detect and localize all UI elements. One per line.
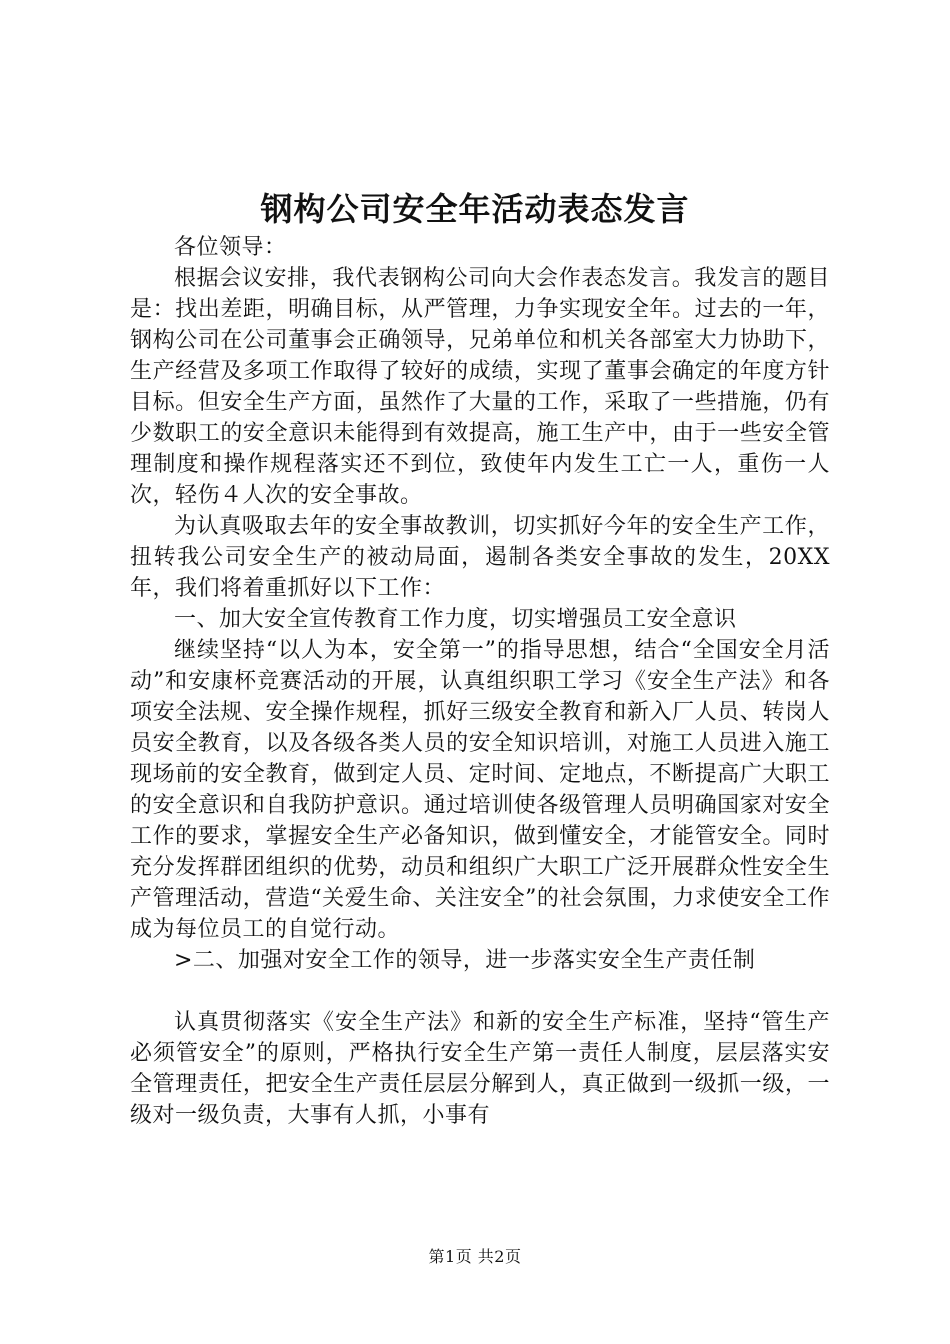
paragraph-section-1: 继续坚持“以人为本，安全第一”的指导思想，结合“全国安全月活动”和安康杯竞赛活动的开展，认真组织职工学习《安全生产法》和各项安全法规、安全操作规程，抓好三级安全教育和新入厂人员、转岗人员安全教育，以及各级各类人员的安全知识培训，对施工人员进入施工现场前的安全教育，做到定人员、定时间、定地点，不断提高广大职工的安全意识和自我防护意识。通过培训使各级管理人员明确国家对安全工作的要求，掌握安全生产必备知识，做到懂安全，才能管安全。同时充分发挥群团组织的优势，动员和组织广大职工广泛开展群众性安全生产管理活动，营造“关爱生命、关注安全”的社会氛围，力求使安全工作成为每位员工的自觉行动。 bbox=[130, 638, 830, 942]
salutation: 各位领导： bbox=[174, 235, 287, 260]
document-title: 钢构公司安全年活动表态发言 bbox=[260, 190, 690, 228]
paragraph-plan: 为认真吸取去年的安全事故教训，切实抓好今年的安全生产工作，扭转我公司安全生产的被动局面，遏制各类安全事故的发生，20XX年，我们将着重抓好以下工作： bbox=[130, 514, 830, 601]
page-number-footer: 第1页 共2页 bbox=[428, 1247, 522, 1266]
paragraph-intro: 根据会议安排，我代表钢构公司向大会作表态发言。我发言的题目是：找出差距，明确目标，从严管理，力争实现安全年。过去的一年，钢构公司在公司董事会正确领导，兄弟单位和机关各部室大力协助下，生产经营及多项工作取得了较好的成绩，实现了董事会确定的年度方针目标。但安全生产方面，虽然作了大量的工作，采取了一些措施，仍有少数职工的安全意识未能得到有效提高，施工生产中，由于一些安全管理制度和操作规程落实还不到位，致使年内发生工亡一人，重伤一人次，轻伤４人次的安全事故。 bbox=[130, 266, 830, 508]
paragraph-section-2: 认真贯彻落实《安全生产法》和新的安全生产标准，坚持“管生产必须管安全”的原则，严格执行安全生产第一责任人制度，层层落实安全管理责任，把安全生产责任层层分解到人，真正做到一级抓一级，一级对一级负责，大事有人抓，小事有 bbox=[130, 1010, 830, 1128]
document-body bbox=[130, 232, 830, 1131]
section-heading-1: 一、加大安全宣传教育工作力度，切实增强员工安全意识 bbox=[174, 607, 737, 632]
section-heading-2: >二、加强对安全工作的领导，进一步落实安全生产责任制 bbox=[174, 948, 756, 973]
